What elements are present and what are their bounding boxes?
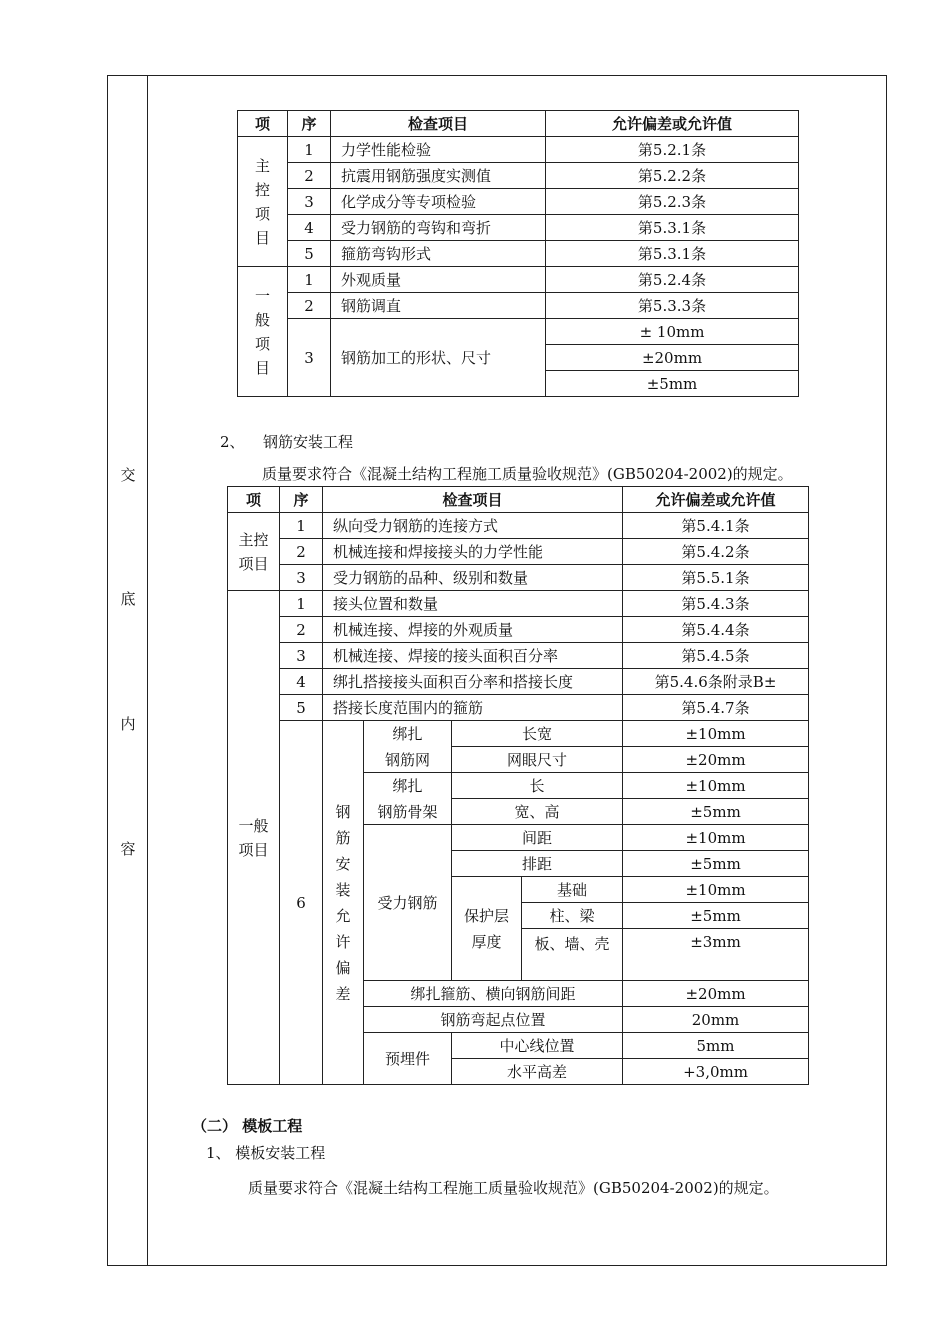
header-cell: 允许偏差或允许值 [546, 111, 799, 137]
row-no: 2 [280, 539, 323, 565]
rebar-processing-table [237, 110, 799, 397]
sub-item: 网眼尺寸 [452, 747, 623, 773]
row-no: 4 [288, 215, 331, 241]
row-value: 第5.2.3条 [546, 189, 799, 215]
row-no: 4 [280, 669, 323, 695]
row-no: 1 [288, 137, 331, 163]
sub-item: 排距 [452, 851, 623, 877]
left-label-char: 底 [120, 590, 136, 608]
left-label-column [108, 76, 148, 1265]
row-value: ±20mm [546, 345, 799, 371]
sub-item: 长宽 [452, 721, 623, 747]
row-item: 力学性能检验 [331, 137, 546, 163]
row-no: 1 [280, 513, 323, 539]
main-bar-label: 受力钢筋 [364, 825, 452, 981]
sub-value: ±5mm [623, 903, 809, 929]
header-cell: 允许偏差或允许值 [623, 487, 809, 513]
sub-item: 水平高差 [452, 1059, 623, 1085]
header-cell: 项 [228, 487, 280, 513]
sub-item: 间距 [452, 825, 623, 851]
row-no: 3 [288, 189, 331, 215]
cage-label: 绑扎 钢筋骨架 [364, 773, 452, 825]
header-cell: 检查项目 [331, 111, 546, 137]
header-cell: 检查项目 [323, 487, 623, 513]
row-item: 化学成分等专项检验 [331, 189, 546, 215]
row-item: 钢筋加工的形状、尺寸 [331, 319, 546, 397]
row-item: 机械连接和焊接接头的力学性能 [323, 539, 623, 565]
row-value: 第5.2.1条 [546, 137, 799, 163]
row-no: 2 [288, 293, 331, 319]
row-value: 第5.3.3条 [546, 293, 799, 319]
sub-value: 5mm [623, 1033, 809, 1059]
row-value: 第5.5.1条 [623, 565, 809, 591]
row-item: 机械连接、焊接的外观质量 [323, 617, 623, 643]
sub-value: ±5mm [623, 851, 809, 877]
quality-requirement: 质量要求符合《混凝土结构工程施工质量验收规范》(GB50204-2002)的规定。 [248, 1179, 779, 1197]
row-value: 第5.4.7条 [623, 695, 809, 721]
sub-item: 柱、梁 [522, 903, 623, 929]
row-no: 3 [280, 643, 323, 669]
row-value: 第5.2.2条 [546, 163, 799, 189]
sub-item: 长 [452, 773, 623, 799]
sub-value: ±20mm [623, 747, 809, 773]
sub-value: ±3mm [623, 929, 809, 981]
formwork-subheading: 1、 模板安装工程 [206, 1144, 326, 1162]
row-no: 5 [288, 241, 331, 267]
row-no: 3 [288, 319, 331, 397]
header-cell: 序 [288, 111, 331, 137]
header-cell: 序 [280, 487, 323, 513]
row-item: 抗震用钢筋强度实测值 [331, 163, 546, 189]
row-no: 5 [280, 695, 323, 721]
row-item: 受力钢筋的品种、级别和数量 [323, 565, 623, 591]
embedded-part-label: 预埋件 [364, 1033, 452, 1085]
group-general: 一般 项目 [228, 591, 280, 1085]
group-general: 一 般 项 目 [238, 267, 288, 397]
left-label-char: 交 [120, 466, 136, 484]
row-value: 第5.4.3条 [623, 591, 809, 617]
row-no: 1 [288, 267, 331, 293]
sub-item: 宽、高 [452, 799, 623, 825]
row-value: 第5.3.1条 [546, 241, 799, 267]
bend-point-item: 钢筋弯起点位置 [364, 1007, 623, 1033]
row-no: 2 [280, 617, 323, 643]
left-label-char: 内 [120, 715, 136, 733]
row-value: 第5.4.4条 [623, 617, 809, 643]
row-value: 第5.4.5条 [623, 643, 809, 669]
vertical-label-rebar-tolerance: 钢 筋 安 装 允 许 偏 差 [323, 721, 364, 1085]
row-item: 钢筋调直 [331, 293, 546, 319]
stirrup-spacing-item: 绑扎箍筋、横向钢筋间距 [364, 981, 623, 1007]
sub-item: 中心线位置 [452, 1033, 623, 1059]
sub-value: ±10mm [623, 773, 809, 799]
sub-value: 20mm [623, 1007, 809, 1033]
row-item: 箍筋弯钩形式 [331, 241, 546, 267]
sub-item: 基础 [522, 877, 623, 903]
row-no: 3 [280, 565, 323, 591]
row-item: 搭接长度范围内的箍筋 [323, 695, 623, 721]
section-number: 2、 [220, 433, 245, 451]
sub-value: ±20mm [623, 981, 809, 1007]
row-item: 受力钢筋的弯钩和弯折 [331, 215, 546, 241]
section-title: 钢筋安装工程 [263, 433, 354, 451]
mesh-label: 绑扎 钢筋网 [364, 721, 452, 773]
row-value: 第5.2.4条 [546, 267, 799, 293]
sub-value: ±5mm [623, 799, 809, 825]
row-value: 第5.4.6条附录B± [623, 669, 809, 695]
row-item: 纵向受力钢筋的连接方式 [323, 513, 623, 539]
row-value: 第5.4.1条 [623, 513, 809, 539]
sub-item: 板、墙、壳 [522, 929, 623, 981]
group-main-control: 主控 项目 [228, 513, 280, 591]
sub-value: ±10mm [623, 877, 809, 903]
row-item: 外观质量 [331, 267, 546, 293]
row-item: 机械连接、焊接的接头面积百分率 [323, 643, 623, 669]
row-no: 2 [288, 163, 331, 189]
sub-value: ±10mm [623, 825, 809, 851]
row-item: 接头位置和数量 [323, 591, 623, 617]
row-no: 6 [280, 721, 323, 1085]
row-value: ± 10mm [546, 319, 799, 345]
header-cell: 项 [238, 111, 288, 137]
rebar-installation-table [227, 486, 809, 1085]
formwork-heading: （二） 模板工程 [192, 1117, 303, 1135]
row-item: 绑扎搭接接头面积百分率和搭接长度 [323, 669, 623, 695]
quality-requirement: 质量要求符合《混凝土结构工程施工质量验收规范》(GB50204-2002)的规定。 [262, 465, 793, 483]
cover-thickness-label: 保护层 厚度 [452, 877, 522, 981]
row-value: ±5mm [546, 371, 799, 397]
left-label-char: 容 [120, 840, 136, 858]
row-no: 1 [280, 591, 323, 617]
sub-value: +3,0mm [623, 1059, 809, 1085]
group-main-control: 主 控 项 目 [238, 137, 288, 267]
row-value: 第5.3.1条 [546, 215, 799, 241]
row-value: 第5.4.2条 [623, 539, 809, 565]
sub-value: ±10mm [623, 721, 809, 747]
